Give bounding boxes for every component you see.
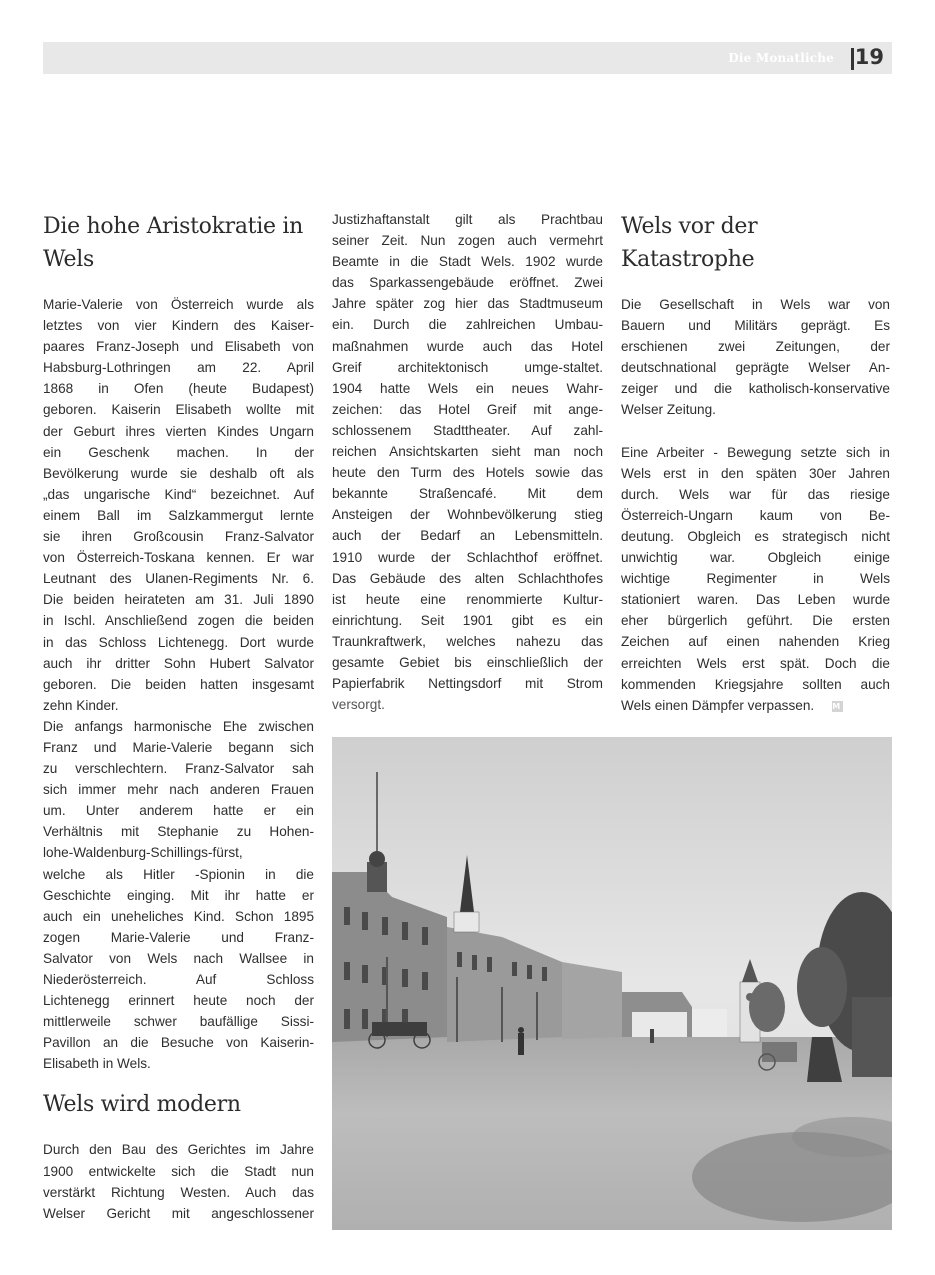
- text-line: Greif architektonisch umge-staltet.: [332, 359, 603, 375]
- column-middle: [332, 209, 603, 715]
- text-line: Wels einen Dämpfer verpassen. M: [621, 695, 890, 716]
- text-line: Pavillon an die Besuche von Kaiserin-: [43, 1035, 314, 1051]
- text-line: ein Geschenk machen. In der: [43, 444, 314, 460]
- building-left-3: [562, 962, 622, 1039]
- text-line: eher bürgerlich geführt. Die ersten: [621, 613, 890, 629]
- text-line: deutschnational geprägte Welser An-: [621, 360, 890, 376]
- text-line: auch ihr dritter Sohn Hubert Salvator: [43, 655, 314, 671]
- text-line: schlossenem Stadttheater. Auf zahl-: [332, 422, 603, 438]
- page-number-separator: [851, 48, 854, 70]
- text-line: zeichen: das Hotel Greif mit ange-: [332, 401, 603, 417]
- text-line: einrichtung. Seit 1901 gibt es ein: [332, 612, 603, 628]
- text-line: Wels erst in den späten 30er Jahren: [621, 465, 890, 481]
- article-title-katastrophe: [621, 210, 890, 276]
- text-line: Habsburg-Lothringen am 22. April: [43, 360, 314, 376]
- text-line: mittlerweile schwer baufällige Sissi-: [43, 1014, 314, 1030]
- text-line: der Geburt ihres vierten Kindes Ungarn: [43, 423, 314, 439]
- text-line: paares Franz-Joseph und Elisabeth von: [43, 339, 314, 355]
- text-line: ein. Durch die zahlreichen Umbau-: [332, 317, 603, 333]
- text-line: Salvator von Wels nach Wallsee in: [43, 950, 314, 966]
- article-body-aristokratie: [43, 294, 314, 1074]
- text-line: 1904 hatte Wels ein neues Wahr-: [332, 380, 603, 396]
- text-line: reichen Ansichtskarten sieht man noch: [332, 444, 603, 460]
- article-title-modern: [43, 1088, 314, 1121]
- text-line: Justizhaftanstalt gilt als Prachtbau: [332, 212, 603, 227]
- paragraph: [621, 294, 890, 421]
- text-line: Franz und Marie-Valerie begann sich: [43, 739, 314, 755]
- title-line: Wels: [43, 247, 94, 272]
- text-line: Durch den Bau des Gerichtes im Jahre: [43, 1142, 314, 1158]
- text-line: kommenden Kriegsjahre sollten auch: [621, 676, 890, 692]
- text-line: Papierfabrik Nettingsdorf mit Strom: [332, 676, 603, 692]
- text-line: durch. Wels war für das riesige: [621, 486, 890, 502]
- end-of-article-logo-icon: M: [832, 701, 843, 712]
- text-line: Lichtenegg erinnert heute noch der: [43, 993, 314, 1009]
- text-line: Welser Zeitung.: [621, 402, 716, 418]
- text-line: „das ungarische Kind“ bezeichnet. Auf: [43, 486, 314, 502]
- text-line: welche als Hitler -Spionin in die: [43, 866, 314, 882]
- text-line: in Ischl. Anschließend zogen die beiden: [43, 613, 314, 629]
- text-line: Die Gesellschaft in Wels war von: [621, 297, 890, 312]
- text-line: Geschichte einging. Mit ihr hatte er: [43, 887, 314, 903]
- text-line: versorgt.: [332, 697, 385, 713]
- text-line: Marie-Valerie von Österreich wurde als: [43, 297, 314, 312]
- title-line: Katastrophe: [621, 247, 755, 272]
- title-line: Die hohe Aristokratie in: [43, 214, 303, 239]
- text-line: Elisabeth in Wels.: [43, 1056, 151, 1072]
- text-line: 1910 wurde der Schlachthof eröffnet.: [332, 549, 603, 565]
- paragraph: [43, 716, 314, 1075]
- text-line: lohe-Waldenburg-Schillings-fürst,: [43, 845, 243, 861]
- title-line: Wels wird modern: [43, 1092, 241, 1118]
- text-line: sich immer mehr nach anderen Frauen: [43, 782, 314, 798]
- text-line: erschienen zwei Zeitungen, der: [621, 339, 890, 355]
- text-line: Welser Gericht mit angeschlossener: [43, 1205, 314, 1221]
- text-line: Verhältnis mit Stephanie zu Hohen-: [43, 824, 314, 840]
- running-header: [43, 42, 892, 74]
- article-title-aristokratie: [43, 210, 314, 276]
- text-line: maßnahmen wurde auch das Hotel: [332, 338, 603, 354]
- text-line: geboren. Die beiden hatten insgesamt: [43, 676, 314, 692]
- text-line: Die beiden heirateten am 31. Juli 1890: [43, 592, 314, 608]
- column-left: [43, 210, 314, 1224]
- column-right: [621, 210, 890, 716]
- text-line: Niederösterreich. Auf Schloss: [43, 972, 314, 987]
- text-line: seiner Zeit. Nun zogen auch vermehrt: [332, 233, 603, 249]
- text-line: 1868 in Ofen (heute Budapest): [43, 381, 314, 397]
- text-line: verstärkt Richtung Westen. Auch das: [43, 1184, 314, 1200]
- text-line: Leutnant des Ulanen-Regiments Nr. 6.: [43, 571, 314, 587]
- text-line: einem Ball im Salzkammergut lernte: [43, 507, 314, 523]
- text-line: wichtige Regimenter in Wels: [621, 571, 890, 587]
- text-line: geboren. Kaiserin Elisabeth wollte mit: [43, 402, 314, 418]
- text-line: Zeichen auf einen nahenden Krieg: [621, 634, 890, 650]
- text-line: bekannte Straßencafé. Mit dem: [332, 486, 603, 502]
- text-line: in das Schloss Lichtenegg. Dort wurde: [43, 634, 314, 650]
- text-line: ist heute eine renommierte Kultur-: [332, 591, 603, 607]
- text-line: das Sparkassengebäude eröffnet. Zwei: [332, 275, 603, 291]
- text-line: sie ihren Großcousin Franz-Salvator: [43, 529, 314, 545]
- text-line: von Österreich-Toskana kennen. Er war: [43, 550, 314, 566]
- article-body-modern-start: [43, 1139, 314, 1223]
- paragraph: [43, 294, 314, 716]
- text-line: erreichten Wels erst spät. Doch die: [621, 655, 890, 671]
- page-number: 19: [854, 45, 884, 69]
- handcart: [762, 1042, 797, 1062]
- text-line: auch ein uneheliches Kind. Schon 1895: [43, 908, 314, 924]
- paragraph: [621, 442, 890, 716]
- person-walking: [650, 1029, 654, 1043]
- text-line: zu verschlechtern. Franz-Salvator sah: [43, 761, 314, 777]
- text-line: deutung. Obgleich es strategisch nicht: [621, 528, 890, 544]
- magazine-name: Die Monatliche: [728, 51, 834, 65]
- text-line: Eine Arbeiter - Bewegung setzte sich in: [621, 444, 890, 460]
- text-line: Beamte in die Stadt Wels. 1902 wurde: [332, 254, 603, 270]
- street-scene-illustration: [332, 737, 892, 1230]
- text-line: um. Unter anderem hatte er ein: [43, 803, 314, 819]
- text-line: 1900 entwickelte sich die Stadt nun: [43, 1163, 314, 1179]
- article-body-katastrophe: [621, 294, 890, 716]
- text-line: Ansteigen der Wohnbevölkerung stieg: [332, 507, 603, 523]
- text-line: stationiert waren. Das Leben wurde: [621, 592, 890, 608]
- title-line: Wels vor der: [621, 214, 758, 239]
- text-line: zeiger und die katholisch-konservative: [621, 381, 890, 397]
- text-line: Das Gebäude des alten Schlachthofes: [332, 570, 603, 586]
- text-line: Traunkraftwerk, welches nahezu das: [332, 633, 603, 649]
- text-line: gesamte Gebiet bis einschließlich der: [332, 654, 603, 670]
- article-body-modern-continued: [332, 209, 603, 715]
- text-line: letztes von vier Kindern des Kaiser-: [43, 318, 314, 334]
- text-line: Die anfangs harmonische Ehe zwischen: [43, 718, 314, 734]
- text-line: auch der Bedarf an Lebensmitteln.: [332, 528, 603, 544]
- text-line: Bevölkerung wurde sie deshalb oft als: [43, 465, 314, 481]
- text-line: Bauern und Militärs geprägt. Es: [621, 318, 890, 334]
- text-line: zehn Kinder.: [43, 697, 119, 713]
- text-line: unwichtig war. Obgleich einige: [621, 550, 890, 566]
- historic-street-photo: [332, 737, 892, 1230]
- text-line: Österreich-Ungarn kaum von Be-: [621, 507, 890, 523]
- text-line: Jahre später zog hier das Stadtmuseum: [332, 296, 603, 312]
- person-standing: [518, 1033, 524, 1055]
- text-line: heute den Turm des Hotels sowie das: [332, 465, 603, 481]
- text-line: zogen Marie-Valerie und Franz-: [43, 929, 314, 945]
